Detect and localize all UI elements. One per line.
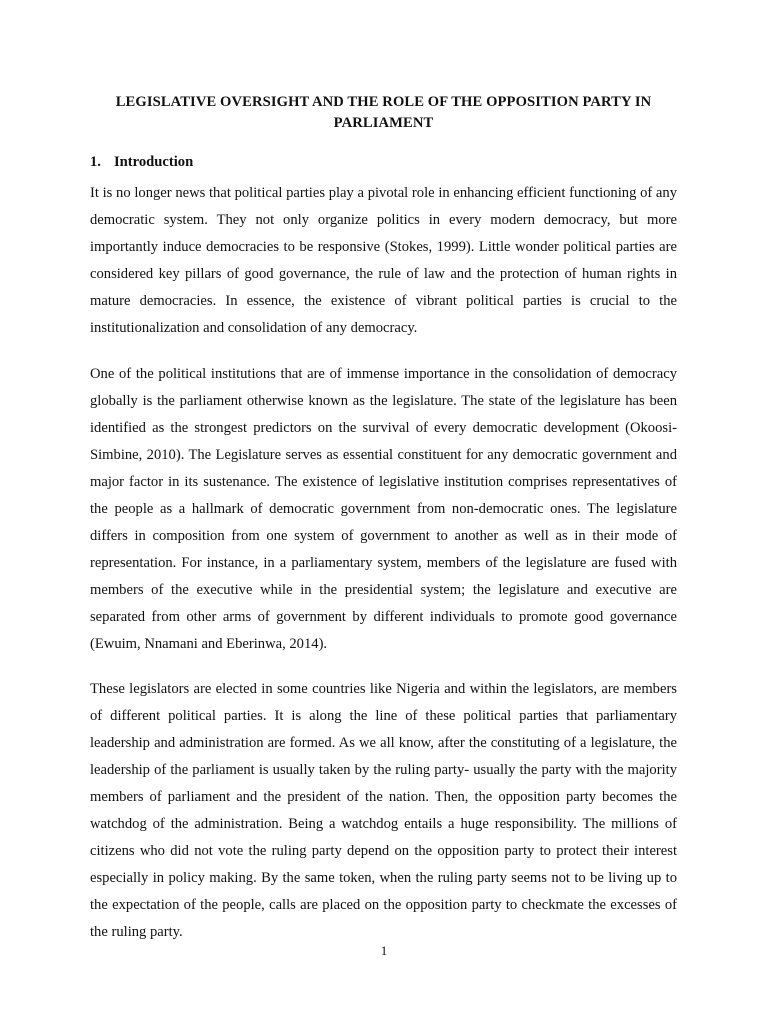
page-content [90,92,677,945]
paragraph-1: It is no longer news that political parties play a pivotal role in enhancing efficient functioning of any democratic system. They not only organize politics in every modern democracy, but more importantly induce democracies to be responsive (Stokes, 1999). Little wonder political parties are considered key pillars of good governance, the rule of law and the protection of human rights in mature democracies. In essence, the existence of vibrant political parties is crucial to the institutionalization and consolidation of any democracy. [90,185,677,336]
document-title: LEGISLATIVE OVERSIGHT AND THE ROLE OF THE OPPOSITION PARTY IN PARLIAMENT [115,94,652,131]
paragraph-2: One of the political institutions that are of immense importance in the consolidation of democracy globally is the parliament otherwise known as the legislature. The state of the legislature has been identified as the strongest predictors on the survival of every democratic development (Okoosi-Simbine, 2010). The Legislature serves as essential constituent for any democratic government and major factor in its sustenance. The existence of legislative institution comprises representatives of the people as a hallmark of democratic government from non-democratic ones. The legislature differs in composition from one system of government to another as well as in their mode of representation. For instance, in a parliamentary system, members of the legislature are fused with members of the executive while in the presidential system; the legislature and executive are separated from other arms of government by different individuals to promote good governance (Ewuim, Nnamani and Eberinwa, 2014). [90,366,677,652]
section-number: 1. [90,154,101,170]
paragraph-3: These legislators are elected in some countries like Nigeria and within the legislators, are members of different political parties. It is along the line of these political parties that parliamentary leadership and administration are formed. As we all know, after the constituting of a legislature, the leadership of the parliament is usually taken by the ruling party- usually the party with the majority members of parliament and the president of the nation. Then, the opposition party becomes the watchdog of the administration. Being a watchdog entails a huge responsibility. The millions of citizens who did not vote the ruling party depend on the opposition party to protect their interest especially in policy making. By the same token, when the ruling party seems not to be living up to the expectation of the people, calls are placed on the opposition party to checkmate the excesses of the ruling party. [90,681,677,940]
section-heading [90,152,677,172]
section-title: Introduction [114,154,194,170]
page-number: 1 [380,943,388,958]
